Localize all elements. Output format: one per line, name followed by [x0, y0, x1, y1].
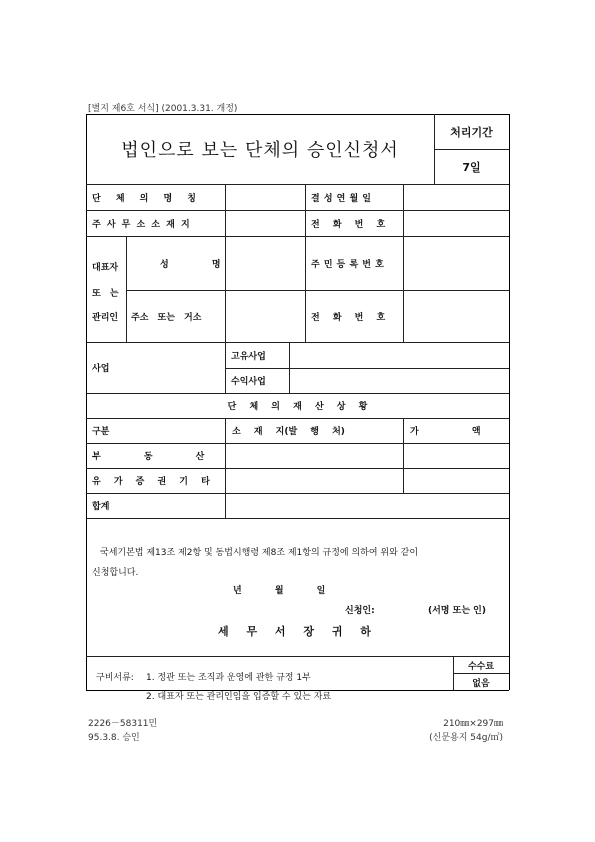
rep-name-value[interactable] — [226, 236, 304, 290]
founded-date-value[interactable] — [404, 184, 508, 210]
profit-business-label: 수익사업 — [231, 377, 266, 387]
form-code: 2226－58311민 — [88, 719, 158, 729]
assets-col-location: 소 재 지(발 행 처) — [232, 427, 345, 437]
org-name-label: 단 체 의 명 칭 — [92, 193, 197, 204]
attachment-item-2: 2. 대표자 또는 관리인임을 입증할 수 있는 자료 — [146, 692, 332, 702]
securities-label: 유 가 증 권 기 타 — [92, 477, 210, 487]
statement-line1: 국세기본법 제13조 제2항 및 동법시행령 제8조 제1항의 규정에 의하여 위와 같이 — [100, 548, 419, 558]
paper-type: (신문용지 54g/㎡) — [429, 733, 503, 743]
attachments-label: 구비서류: — [96, 673, 134, 683]
rep-address-label: 주소 또는 거소 — [131, 312, 202, 323]
representative-group-label: 대표자 또 는 관리인 — [92, 263, 119, 323]
office-location-value[interactable] — [226, 210, 304, 236]
total-label: 합계 — [92, 502, 110, 512]
processing-period-value: 7일 — [462, 160, 481, 174]
founded-date-label: 결 성 연 월 일 — [311, 193, 372, 204]
rep-address-value[interactable] — [226, 290, 304, 342]
fee-label: 수수료 — [467, 661, 495, 672]
org-name-value[interactable] — [226, 184, 304, 210]
fee-value: 없음 — [472, 678, 490, 689]
office-location-label: 주 사 무 소 소 재 지 — [92, 219, 191, 230]
securities-location[interactable] — [226, 468, 402, 493]
form-title: 법인으로 보는 단체의 승인신청서 — [121, 140, 399, 161]
phone-label: 전 화 번 호 — [311, 219, 386, 230]
paper-size: 210㎜×297㎜ — [443, 719, 503, 729]
business-label: 사업 — [92, 364, 110, 374]
form-label: [별지 제6호 서식] (2001.3.31. 개정) — [88, 104, 238, 114]
rep-name-label: 성 명 — [160, 259, 221, 270]
assets-col-type: 구분 — [92, 427, 110, 437]
statement-line2: 신청합니다. — [92, 568, 139, 578]
applicant-label: 신청인: — [345, 606, 375, 616]
phone-value[interactable] — [404, 210, 508, 236]
assets-header: 단 체 의 재 산 상 황 — [227, 402, 368, 412]
real-estate-value[interactable] — [404, 443, 508, 468]
assets-col-value: 가 액 — [410, 427, 481, 437]
own-business-value[interactable] — [290, 342, 508, 368]
profit-business-value[interactable] — [290, 368, 508, 393]
processing-period-label: 처리기간 — [450, 125, 493, 139]
signature-note: (서명 또는 인) — [428, 606, 486, 616]
securities-value[interactable] — [404, 468, 508, 493]
rep-phone-label: 전 화 번 호 — [311, 312, 386, 323]
attachment-item-1: 1. 정관 또는 조직과 운영에 관한 규정 1부 — [146, 673, 311, 683]
resident-number-label: 주 민 등 록 번 호 — [311, 259, 384, 270]
date-line: 년 월 일 — [233, 586, 326, 596]
total-value[interactable] — [226, 493, 508, 518]
rep-phone-value[interactable] — [404, 290, 508, 342]
approval-date: 95.3.8. 승인 — [88, 733, 140, 743]
addressee: 세 무 서 장 귀 하 — [218, 625, 371, 638]
real-estate-location[interactable] — [226, 443, 402, 468]
resident-number-value[interactable] — [404, 236, 508, 290]
own-business-label: 고유사업 — [231, 351, 266, 362]
real-estate-label: 부 동 산 — [92, 452, 205, 462]
